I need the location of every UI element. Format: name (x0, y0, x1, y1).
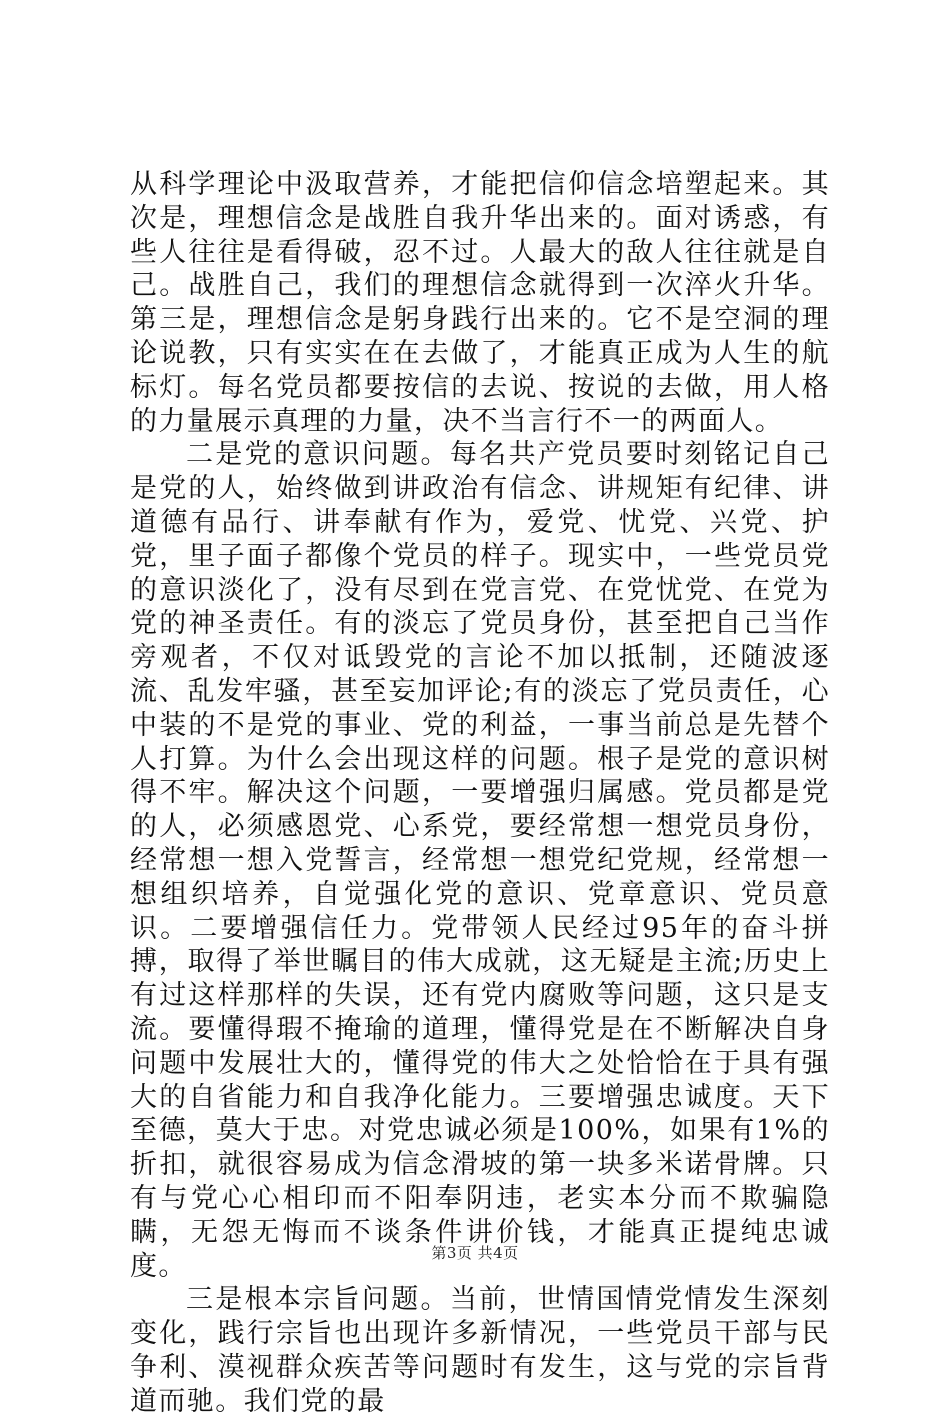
document-body (130, 168, 830, 1418)
paragraph-fundamental-purpose: 三是根本宗旨问题。当前，世情国情党情发生深刻变化，践行宗旨也出现许多新情况，一些党员干部与民争利、漠视群众疾苦等问题时有发生，这与党的宗旨背道而驰。我们党的最 (130, 1284, 830, 1417)
paragraph-continuation: 从科学理论中汲取营养，才能把信仰信念培塑起来。其次是，理想信念是战胜自我升华出来的。面对诱惑，有些人往往是看得破，忍不过。人最大的敌人往往就是自己。战胜自己，我们的理想信念就得到一次淬火升华。第三是，理想信念是躬身践行出来的。它不是空洞的理论说教，只有实实在在去做了，才能真正成为人生的航标灯。每名党员都要按信的去说、按说的去做，用人格的力量展示真理的力量，决不当言行不一的两面人。 (130, 169, 830, 437)
paragraph-party-consciousness: 二是党的意识问题。每名共产党员要时刻铭记自己是党的人，始终做到讲政治有信念、讲规矩有纪律、讲道德有品行、讲奉献有作为，爱党、忧党、兴党、护党，里子面子都像个党员的样子。现实中，一些党员党的意识淡化了，没有尽到在党言党、在党忧党、在党为党的神圣责任。有的淡忘了党员身份，甚至把自己当作旁观者，不仅对诋毁党的言论不加以抵制，还随波逐流、乱发牢骚，甚至妄加评论;有的淡忘了党员责任，心中装的不是党的事业、党的利益，一事当前总是先替个人打算。为什么会出现这样的问题。根子是党的意识树得不牢。解决这个问题，一要增强归属感。党员都是党的人，必须感恩党、心系党，要经常想一想党员身份，经常想一想入党誓言，经常想一想党纪党规，经常想一想组织培养，自觉强化党的意识、党章意识、党员意识。二要增强信任力。党带领人民经过95年的奋斗拼搏，取得了举世瞩目的伟大成就，这无疑是主流;历史上有过这样那样的失误，还有党内腐败等问题，这只是支流。要懂得瑕不掩瑜的道理，懂得党是在不断解决自身问题中发展壮大的，懂得党的伟大之处恰恰在于具有强大的自省能力和自我净化能力。三要增强忠诚度。天下至德，莫大于忠。对党忠诚必须是100%，如果有1%的折扣，就很容易成为信念滑坡的第一块多米诺骨牌。只有与党心心相印而不阳奉阴违，老实本分而不欺骗隐瞒，无怨无悔而不谈条件讲价钱，才能真正提纯忠诚度。 (130, 439, 830, 1282)
page-footer: 第3页 共4页 (431, 1244, 519, 1262)
